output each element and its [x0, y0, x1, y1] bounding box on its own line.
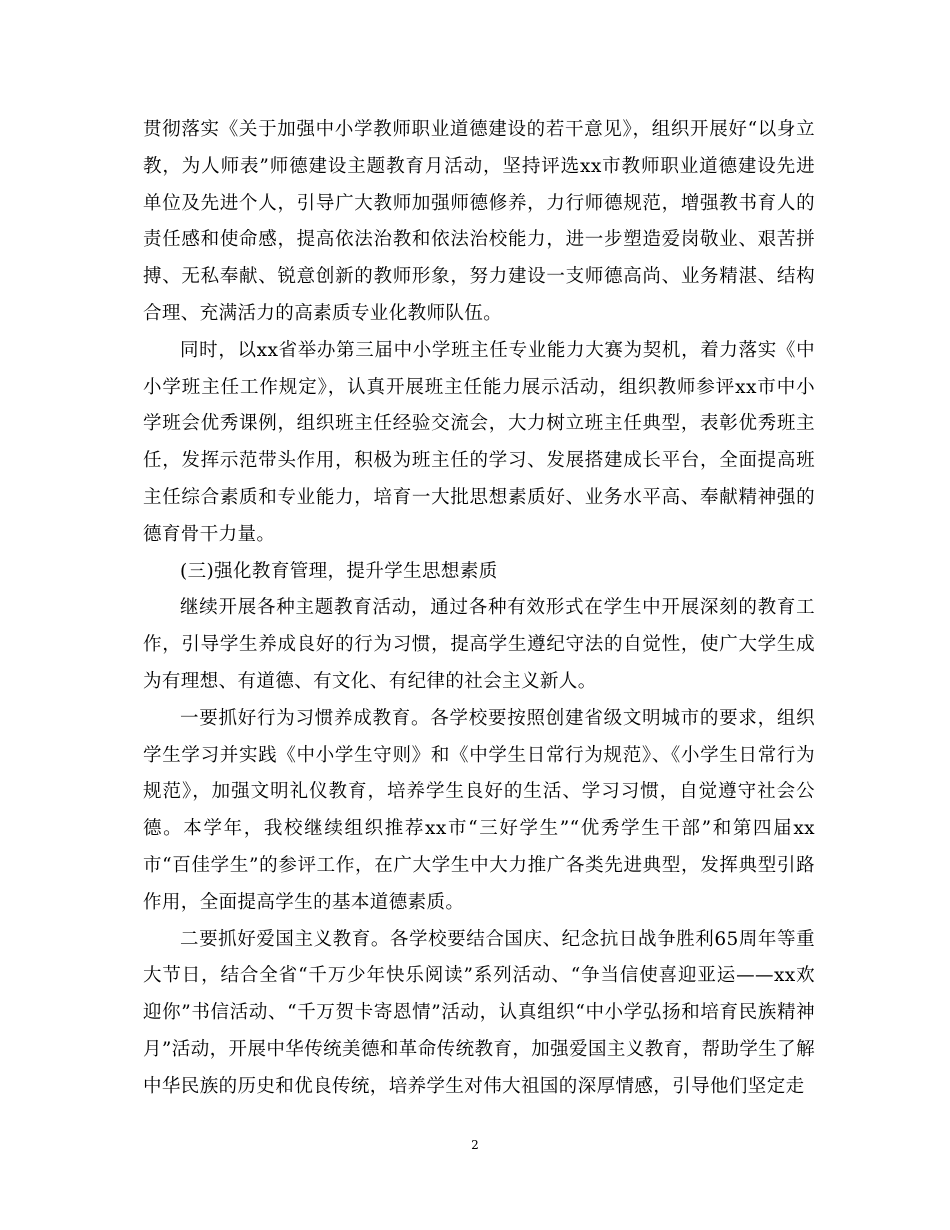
document-body	[143, 112, 815, 1106]
paragraph-patriotic-education: 二要抓好爱国主义教育。各学校要结合国庆、纪念抗日战争胜利65周年等重大节日，结合全省“千万少年快乐阅读”系列活动、“争当信使喜迎亚运——xx欢迎你”书信活动、“千万贺卡寄恩情”活动，认真组织“中小学弘扬和培育民族精神月”活动，开展中华传统美德和革命传统教育，加强爱国主义教育，帮助学生了解中华民族的历史和优良传统，培养学生对伟大祖国的深厚情感，引导他们坚定走	[143, 928, 815, 1097]
paragraph-teacher-ethics: 贯彻落实《关于加强中小学教师职业道德建设的若干意见》，组织开展好“以身立教，为人师表”师德建设主题教育月活动，坚持评选xx市教师职业道德建设先进单位及先进个人，引导广大教师加强师德修养，力行师德规范，增强教书育人的责任感和使命感，提高依法治教和依法治校能力，进一步塑造爱岗敬业、艰苦拼搏、无私奉献、锐意创新的教师形象，努力建设一支师德高尚、业务精湛、结构合理、充满活力的高素质专业化教师队伍。	[143, 119, 815, 324]
paragraph-class-teacher: 同时，以xx省举办第三届中小学班主任专业能力大赛为契机，着力落实《中小学班主任工作规定》，认真开展班主任能力展示活动，组织教师参评xx市中小学班会优秀课例，组织班主任经验交流会，大力树立班主任典型，表彰优秀班主任，发挥示范带头作用，积极为班主任的学习、发展搭建成长平台，全面提高班主任综合素质和专业能力，培育一大批思想素质好、业务水平高、奉献精神强的德育骨干力量。	[143, 339, 815, 545]
page-number: 2	[471, 1138, 479, 1152]
section-heading-education-management: (三)强化教育管理，提升学生思想素质	[180, 560, 498, 582]
paragraph-behavior-habits: 一要抓好行为习惯养成教育。各学校要按照创建省级文明城市的要求，组织学生学习并实践《中小学生守则》和《中学生日常行为规范》、《小学生日常行为规范》，加强文明礼仪教育，培养学生良好的生活、学习习惯，自觉遵守社会公德。本学年，我校继续组织推荐xx市“三好学生”“优秀学生干部”和第四届xx市“百佳学生”的参评工作，在广大学生中大力推广各类先进典型，发挥典型引路作用，全面提高学生的基本道德素质。	[143, 707, 815, 913]
paragraph-theme-education: 继续开展各种主题教育活动，通过各种有效形式在学生中开展深刻的教育工作，引导学生养成良好的行为习惯，提高学生遵纪守法的自觉性，使广大学生成为有理想、有道德、有文化、有纪律的社会主义新人。	[143, 597, 815, 692]
